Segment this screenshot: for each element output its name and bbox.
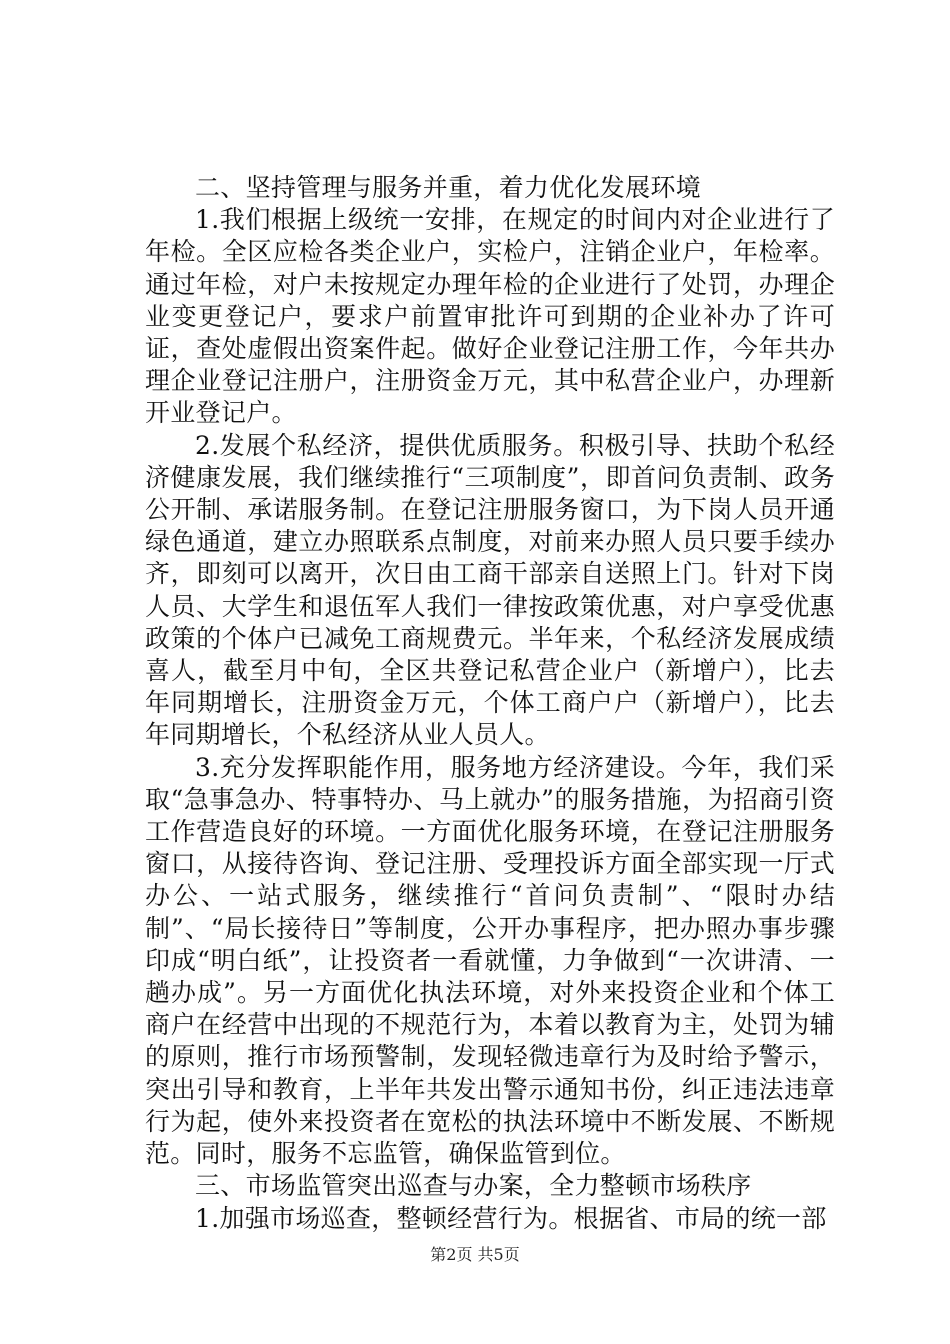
paragraph-annual-inspection: 1.我们根据上级统一安排，在规定的时间内对企业进行了年检。全区应检各类企业户，实检户，注销企业户，年检率。通过年检，对户未按规定办理年检的企业进行了处罚，办理企业变更登记户，要求户前置审批许可到期的企业补办了许可证，查处虚假出资案件起。做好企业登记注册工作，今年共办理企业登记注册户，注册资金万元，其中私营企业户，办理新开业登记户。	[145, 205, 835, 428]
paragraph-market-patrol: 1.加强市场巡查，整顿经营行为。根据省、市局的统一部	[195, 1203, 827, 1233]
document-body	[145, 172, 835, 1235]
paragraph-private-economy: 2.发展个私经济，提供优质服务。积极引导、扶助个私经济健康发展，我们继续推行“三项制度”，即首问负责制、政务公开制、承诺服务制。在登记注册服务窗口，为下岗人员开通绿色通道，建立办照联系点制度，对前来办照人员只要手续办齐，即刻可以离开，次日由工商干部亲自送照上门。针对下岗人员、大学生和退伍军人我们一律按政策优惠，对户享受优惠政策的个体户已减免工商规费元。半年来，个私经济发展成绩喜人，截至月中旬，全区共登记私营企业户（新增户），比去年同期增长，注册资金万元，个体工商户户（新增户），比去年同期增长，个私经济从业人员人。	[145, 430, 835, 750]
section-heading-3: 三、市场监管突出巡查与办案，全力整顿市场秩序	[195, 1171, 752, 1201]
paragraph-local-economy: 3.充分发挥职能作用，服务地方经济建设。今年，我们采取“急事急办、特事特办、马上就办”的服务措施，为招商引资工作营造良好的环境。一方面优化服务环境，在登记注册服务窗口，从接待咨询、登记注册、受理投诉方面全部实现一厅式办公、一站式服务，继续推行“首问负责制”、“限时办结制”、“局长接待日”等制度，公开办事程序，把办照办事步骤印成“明白纸”，让投资者一看就懂，力争做到“一次讲清、一趟办成”。另一方面优化执法环境，对外来投资企业和个体工商户在经营中出现的不规范行为，本着以教育为主，处罚为辅的原则，推行市场预警制，发现轻微违章行为及时给予警示，突出引导和教育，上半年共发出警示通知书份，纠正违法违章行为起，使外来投资者在宽松的执法环境中不断发展、不断规范。同时，服务不忘监管，确保监管到位。	[145, 752, 835, 1169]
section-heading-2: 二、坚持管理与服务并重，着力优化发展环境	[195, 173, 702, 202]
page-number-footer: 第2页 共5页	[430, 1245, 520, 1264]
